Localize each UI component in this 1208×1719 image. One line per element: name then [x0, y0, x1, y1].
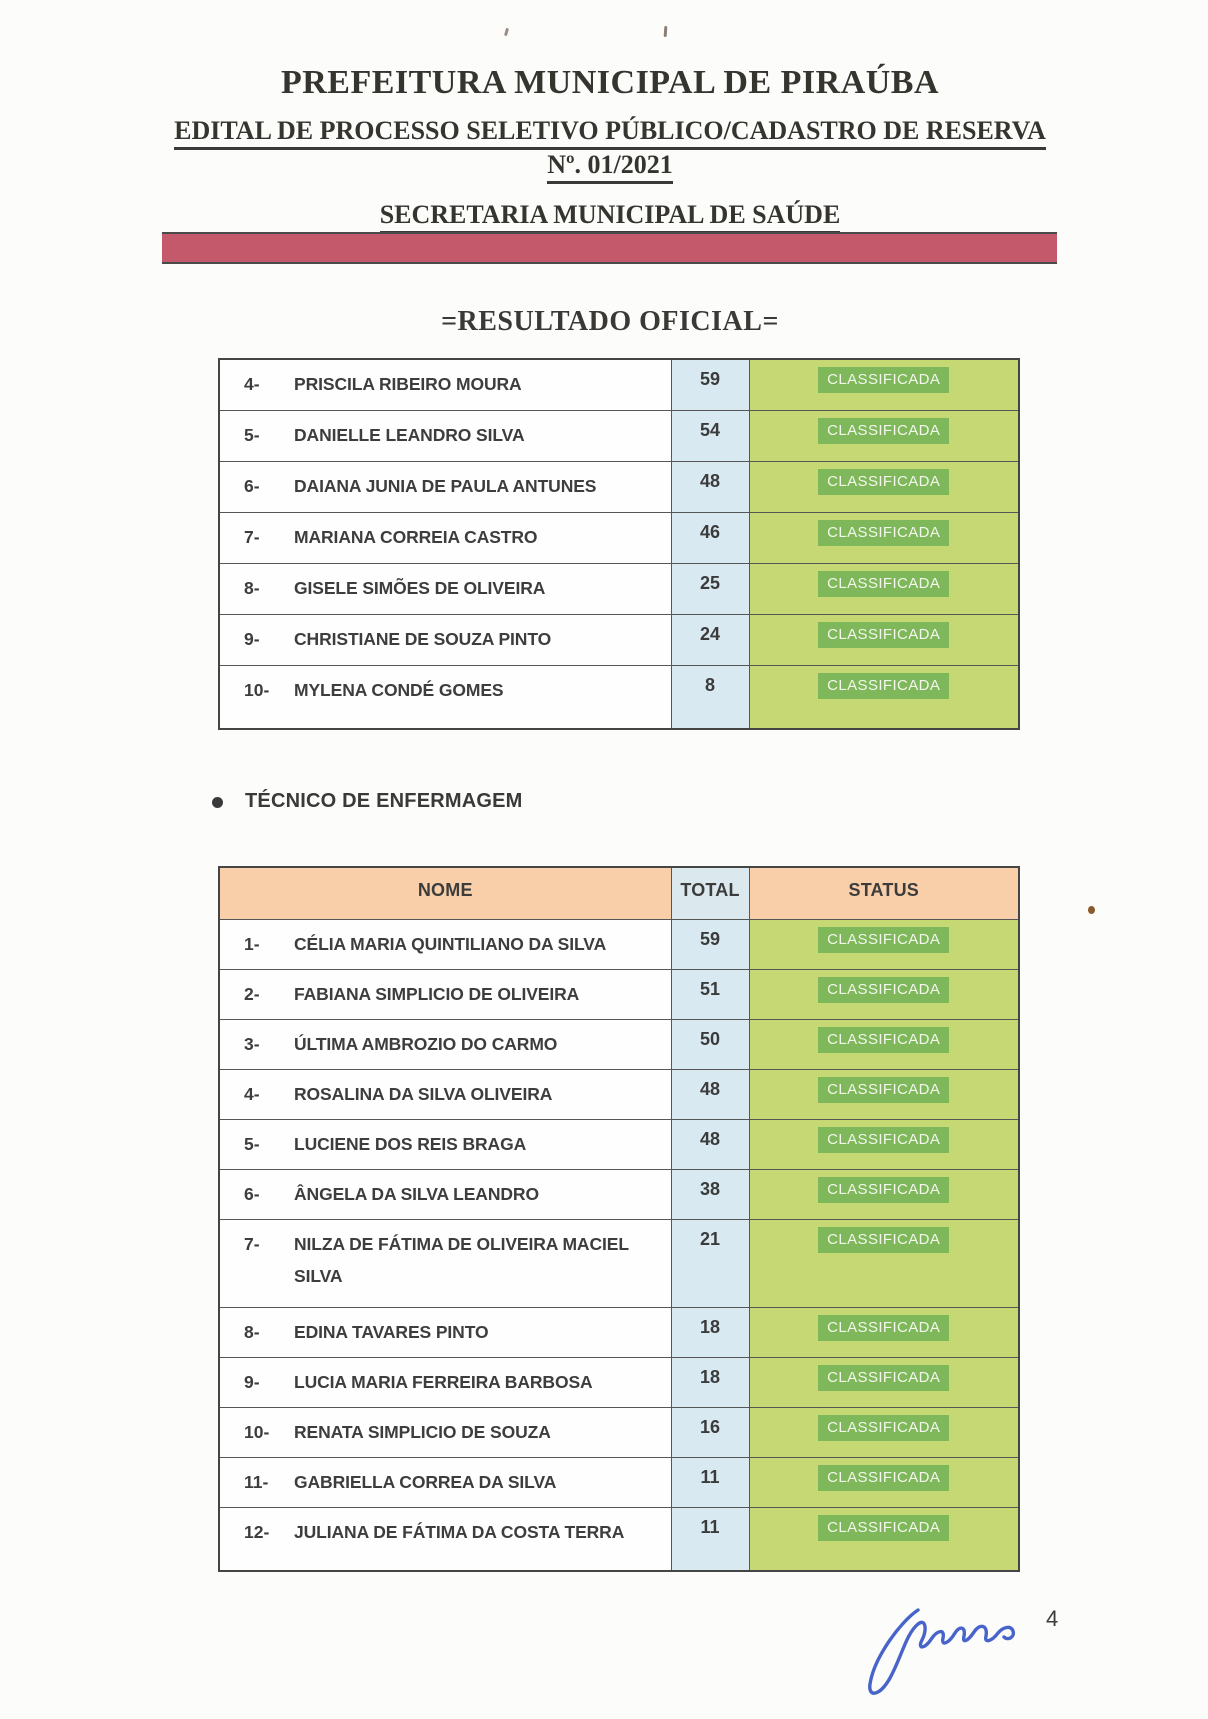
- status-badge: CLASSIFICADA: [818, 520, 949, 546]
- row-total: 48: [671, 1119, 749, 1169]
- table-row: [219, 1019, 1019, 1069]
- page-number: 4: [1046, 1606, 1059, 1631]
- status-badge: CLASSIFICADA: [818, 1227, 949, 1253]
- table-row: [219, 1407, 1019, 1457]
- row-name: GISELE SIMÕES DE OLIVEIRA: [294, 577, 546, 598]
- status-badge: CLASSIFICADA: [818, 1077, 949, 1103]
- scan-artifact: [1088, 906, 1095, 914]
- row-total: 11: [671, 1457, 749, 1507]
- row-name: FABIANA SIMPLICIO DE OLIVEIRA: [294, 983, 580, 1004]
- row-rank: 3-: [244, 1033, 260, 1054]
- row-total: 59: [671, 919, 749, 969]
- table-row: [219, 1507, 1019, 1571]
- row-rank: 6-: [244, 1183, 260, 1204]
- status-badge: CLASSIFICADA: [818, 927, 949, 953]
- row-rank: 12-: [244, 1521, 270, 1542]
- row-rank: 7-: [244, 1233, 260, 1254]
- row-name: MYLENA CONDÉ GOMES: [294, 679, 504, 700]
- status-badge: CLASSIFICADA: [818, 1027, 949, 1053]
- result-heading: =RESULTADO OFICIAL=: [441, 306, 779, 337]
- table-row: [219, 1169, 1019, 1219]
- row-rank: 5-: [244, 1133, 260, 1154]
- table-row: [219, 512, 1019, 563]
- scan-artifact: [504, 28, 509, 37]
- section-heading-label: TÉCNICO DE ENFERMAGEM: [245, 790, 523, 812]
- header-total: TOTAL: [671, 867, 749, 919]
- status-badge: CLASSIFICADA: [818, 469, 949, 495]
- row-rank: 4-: [244, 1083, 260, 1104]
- status-badge: CLASSIFICADA: [818, 1465, 949, 1491]
- table-row: [219, 1307, 1019, 1357]
- row-total: 48: [671, 461, 749, 512]
- row-rank: 7-: [244, 526, 260, 547]
- row-rank: 8-: [244, 1321, 260, 1342]
- status-badge: CLASSIFICADA: [818, 622, 949, 648]
- status-badge: CLASSIFICADA: [818, 1127, 949, 1153]
- scan-artifact: [664, 26, 668, 37]
- status-badge: CLASSIFICADA: [818, 1365, 949, 1391]
- status-badge: CLASSIFICADA: [818, 673, 949, 699]
- row-total: 18: [671, 1307, 749, 1357]
- row-name: DAIANA JUNIA DE PAULA ANTUNES: [294, 475, 597, 496]
- row-rank: 6-: [244, 475, 260, 496]
- row-rank: 4-: [244, 374, 260, 394]
- results-table-continued: [218, 358, 1020, 730]
- red-divider-band: [162, 232, 1057, 264]
- row-total: 24: [671, 614, 749, 665]
- status-badge: CLASSIFICADA: [818, 1515, 949, 1541]
- table-row: [219, 665, 1019, 729]
- header-nome: NOME: [219, 867, 671, 919]
- table-row: [219, 614, 1019, 665]
- row-total: 16: [671, 1407, 749, 1457]
- row-rank: 5-: [244, 424, 260, 445]
- row-rank: 2-: [244, 983, 260, 1004]
- department-heading: [6, 200, 1208, 230]
- edital-heading: [6, 116, 1208, 146]
- table-row: [219, 1457, 1019, 1507]
- row-rank: 11-: [244, 1471, 269, 1492]
- table-row: [219, 1069, 1019, 1119]
- row-name: DANIELLE LEANDRO SILVA: [294, 424, 525, 445]
- row-name: MARIANA CORREIA CASTRO: [294, 526, 538, 547]
- table-row: [219, 359, 1019, 410]
- row-name: PRISCILA RIBEIRO MOURA: [294, 374, 522, 394]
- table-row: [219, 1357, 1019, 1407]
- row-name: NILZA DE FÁTIMA DE OLIVEIRA MACIEL SILVA: [294, 1233, 629, 1286]
- row-total: 59: [671, 359, 749, 410]
- edital-number-text: Nº. 01/2021: [547, 150, 673, 184]
- row-name: LUCIENE DOS REIS BRAGA: [294, 1133, 527, 1154]
- row-name: EDINA TAVARES PINTO: [294, 1321, 489, 1342]
- row-total: 25: [671, 563, 749, 614]
- table-row: [219, 1219, 1019, 1307]
- row-name: LUCIA MARIA FERREIRA BARBOSA: [294, 1371, 593, 1392]
- row-total: 21: [671, 1219, 749, 1307]
- row-rank: 1-: [244, 933, 260, 954]
- row-rank: 9-: [244, 628, 260, 649]
- row-total: 11: [671, 1507, 749, 1571]
- status-badge: CLASSIFICADA: [818, 1177, 949, 1203]
- table-row: [219, 919, 1019, 969]
- document-title: PREFEITURA MUNICIPAL DE PIRAÚBA: [280, 64, 940, 101]
- status-badge: CLASSIFICADA: [818, 1315, 949, 1341]
- row-total: 54: [671, 410, 749, 461]
- row-name: CÉLIA MARIA QUINTILIANO DA SILVA: [294, 933, 607, 954]
- status-badge: CLASSIFICADA: [818, 418, 949, 444]
- status-badge: CLASSIFICADA: [818, 571, 949, 597]
- status-badge: CLASSIFICADA: [818, 367, 949, 393]
- section-heading: [212, 790, 523, 813]
- table-row: [219, 563, 1019, 614]
- row-total: 50: [671, 1019, 749, 1069]
- row-name: ROSALINA DA SILVA OLIVEIRA: [294, 1083, 553, 1104]
- row-name: ÂNGELA DA SILVA LEANDRO: [294, 1183, 539, 1204]
- table-row: [219, 410, 1019, 461]
- edital-number: [6, 150, 1208, 180]
- row-name: JULIANA DE FÁTIMA DA COSTA TERRA: [294, 1521, 625, 1542]
- table-row: [219, 461, 1019, 512]
- table-header-row: [219, 867, 1019, 919]
- status-badge: CLASSIFICADA: [818, 977, 949, 1003]
- row-rank: 10-: [244, 1421, 270, 1442]
- department-heading-text: SECRETARIA MUNICIPAL DE SAÚDE: [380, 200, 841, 234]
- row-name: RENATA SIMPLICIO DE SOUZA: [294, 1421, 551, 1442]
- handwritten-signature-icon: [856, 1592, 1016, 1704]
- row-total: 46: [671, 512, 749, 563]
- row-total: 51: [671, 969, 749, 1019]
- row-name: CHRISTIANE DE SOUZA PINTO: [294, 628, 552, 649]
- table-row: [219, 1119, 1019, 1169]
- edital-heading-text: EDITAL DE PROCESSO SELETIVO PÚBLICO/CADASTRO DE RESERVA: [174, 116, 1046, 150]
- row-name: ÚLTIMA AMBROZIO DO CARMO: [294, 1033, 558, 1054]
- row-total: 18: [671, 1357, 749, 1407]
- row-name: GABRIELLA CORREA DA SILVA: [294, 1471, 557, 1492]
- row-rank: 9-: [244, 1371, 260, 1392]
- row-total: 8: [671, 665, 749, 729]
- bullet-icon: [212, 797, 223, 808]
- table-row: [219, 969, 1019, 1019]
- row-total: 38: [671, 1169, 749, 1219]
- status-badge: CLASSIFICADA: [818, 1415, 949, 1441]
- row-total: 48: [671, 1069, 749, 1119]
- row-rank: 10-: [244, 679, 270, 700]
- results-table-tecnico: [218, 866, 1020, 1572]
- header-status: STATUS: [749, 867, 1019, 919]
- row-rank: 8-: [244, 577, 260, 598]
